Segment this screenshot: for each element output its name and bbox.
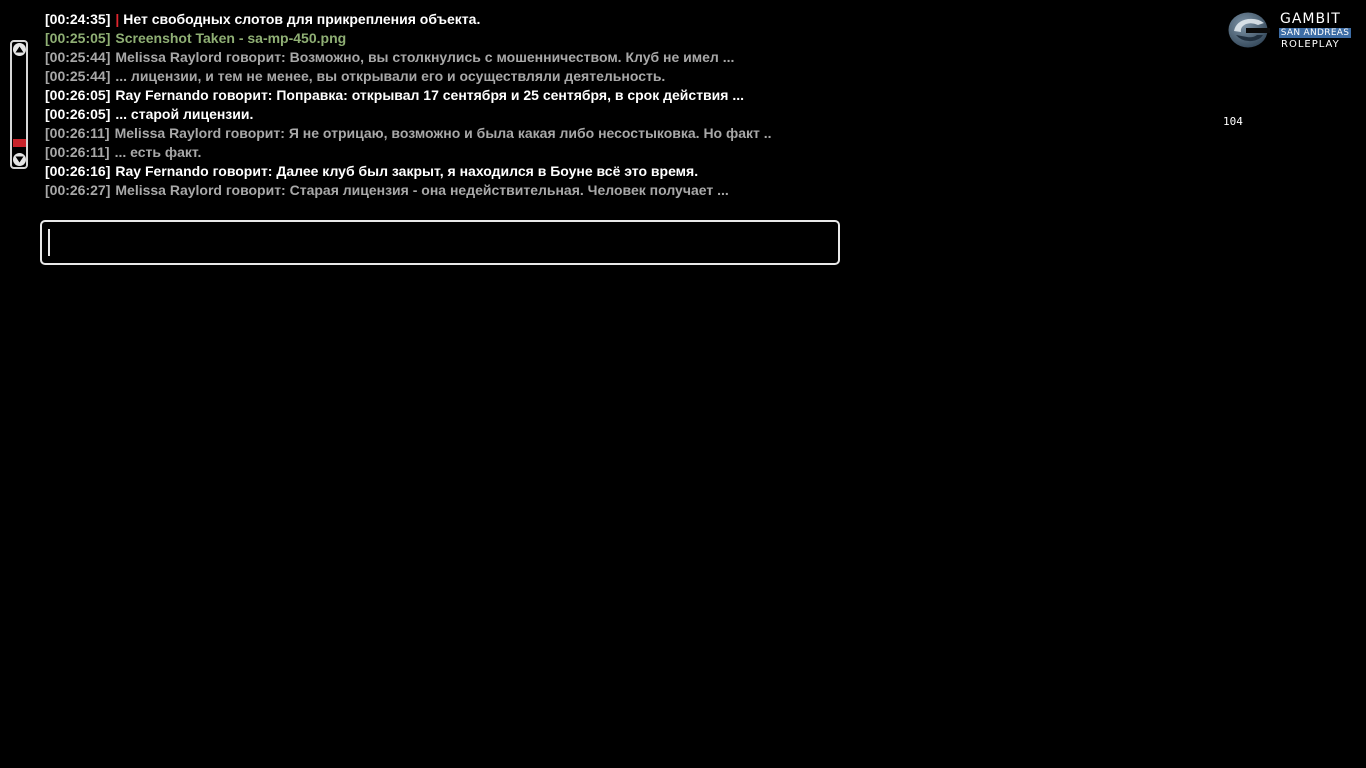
chat-message: ... есть факт. bbox=[114, 144, 202, 160]
chat-message: Screenshot Taken - sa-mp-450.png bbox=[115, 30, 347, 46]
chat-message: Melissa Raylord говорит: Я не отрицаю, возможно и была какая либо несостыковка. Но факт .. bbox=[114, 125, 772, 141]
chat-line bbox=[45, 124, 845, 143]
chat-line bbox=[45, 67, 845, 86]
chat-line bbox=[45, 48, 845, 67]
chat-line bbox=[45, 162, 845, 181]
logo-tagline: ROLEPLAY bbox=[1281, 39, 1340, 50]
chat-line bbox=[45, 181, 845, 200]
chat-message: Ray Fernando говорит: Далее клуб был закрыт, я находился в Боуне всё это время. bbox=[115, 163, 699, 179]
chat-message: Ray Fernando говорит: Поправка: открывал 17 сентября и 25 сентября, в срок действия ... bbox=[115, 87, 744, 103]
chat-timestamp: [00:26:05] bbox=[45, 87, 111, 103]
arrow-up-icon bbox=[15, 46, 24, 53]
chat-line bbox=[45, 29, 845, 48]
chat-message: Melissa Raylord говорит: Старая лицензия - она недействительная. Человек получает ... bbox=[115, 182, 729, 198]
server-logo bbox=[1228, 11, 1352, 51]
chat-timestamp: [00:25:44] bbox=[45, 68, 111, 84]
logo-title: GAMBIT bbox=[1280, 11, 1341, 27]
chat-marker: | bbox=[115, 11, 120, 27]
scroll-up-button[interactable] bbox=[13, 43, 26, 56]
chat-input[interactable] bbox=[40, 220, 840, 265]
chat-scrollbar[interactable] bbox=[10, 40, 28, 169]
chat-line bbox=[45, 86, 845, 105]
chat-timestamp: [00:26:11] bbox=[45, 125, 110, 141]
chat-line bbox=[45, 105, 845, 124]
chat-timestamp: [00:25:05] bbox=[45, 30, 111, 46]
gambit-logo-icon bbox=[1228, 11, 1270, 49]
arrow-down-icon bbox=[15, 156, 24, 163]
chat-line bbox=[45, 10, 845, 29]
scroll-down-button[interactable] bbox=[13, 153, 26, 166]
chat-timestamp: [00:26:16] bbox=[45, 163, 111, 179]
chat-timestamp: [00:26:05] bbox=[45, 106, 111, 122]
text-caret bbox=[48, 229, 50, 256]
chat-timestamp: [00:26:11] bbox=[45, 144, 110, 160]
chat-timestamp: [00:25:44] bbox=[45, 49, 111, 65]
chat-timestamp: [00:24:35] bbox=[45, 11, 111, 27]
scroll-thumb[interactable] bbox=[13, 139, 26, 147]
chat-message: Melissa Raylord говорит: Возможно, вы столкнулись с мошенничеством. Клуб не имел ... bbox=[115, 49, 735, 65]
chat-message: Нет свободных слотов для прикрепления объекта. bbox=[123, 11, 481, 27]
chat-message: ... лицензии, и тем не менее, вы открывали его и осуществляли деятельность. bbox=[115, 68, 666, 84]
chat-timestamp: [00:26:27] bbox=[45, 182, 111, 198]
chat-log bbox=[45, 10, 845, 200]
hud-value: 104 bbox=[1223, 115, 1243, 128]
logo-subtitle: SAN ANDREAS bbox=[1280, 28, 1350, 38]
chat-message: ... старой лицензии. bbox=[115, 106, 254, 122]
chat-line bbox=[45, 143, 845, 162]
